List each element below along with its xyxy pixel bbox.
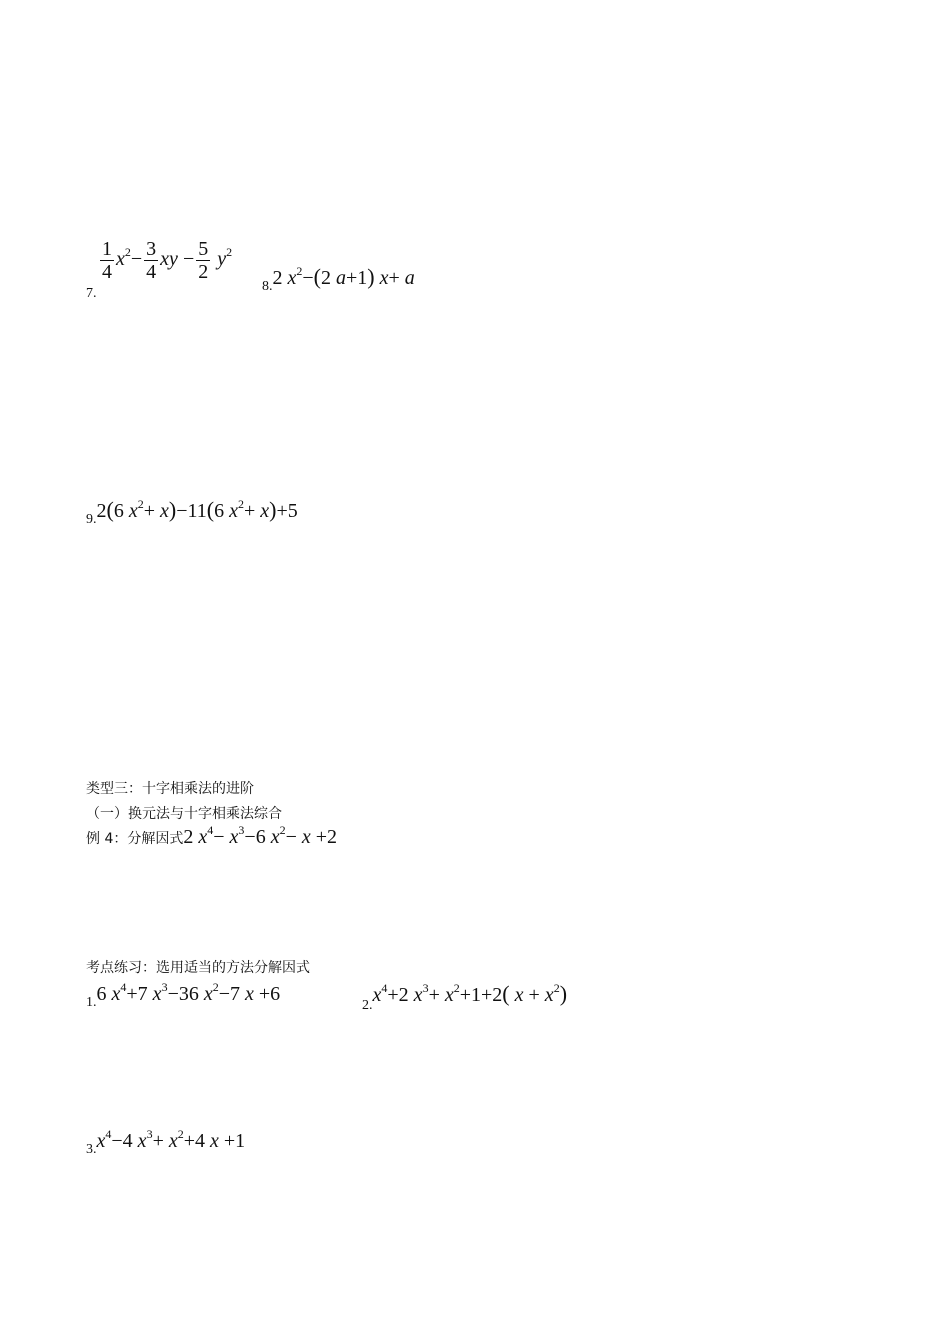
problem-9-expression: 2(6 $x^2+ x)-11(6$ $x^2+ x)+5$: [96, 497, 298, 522]
fraction: $\frac{5}{2}$: [198, 238, 209, 283]
subsection-heading: （一）换元法与十字相乘法综合: [86, 806, 282, 822]
fraction: $\frac{3}{4}$: [146, 238, 157, 283]
practice-3: [86, 1127, 246, 1157]
practice-2-expression: $x^4+2$ $x^3+ x^2+1+2$( $x + x^2$): [372, 981, 568, 1006]
practice-3-expression: $x^4-4$ $x^3+ x^2+4$ x +1: [96, 1127, 246, 1152]
practice-2-label: 2.: [362, 998, 373, 1013]
practice-1-label: 1.: [86, 995, 97, 1010]
practice-1-expression: 6 $x^4+7$ $x^3-36$ $x^2-7$ x +6: [96, 980, 281, 1005]
practice-3-label: 3.: [86, 1142, 97, 1157]
example-4-expression: 2 $x^4- x^3-6$ $x^2- x +2$: [183, 823, 338, 848]
practice-heading: 考点练习：选用适当的方法分解因式: [86, 960, 310, 976]
practice-1: [86, 980, 281, 1010]
section-heading: 类型三：十字相乘法的进阶: [86, 781, 254, 797]
problem-9: [86, 497, 298, 527]
problem-7-label: 7.: [86, 286, 97, 301]
fraction: $\frac{1}{4}$: [102, 238, 112, 283]
practice-2: [362, 981, 568, 1013]
example-4: [86, 823, 338, 849]
problem-9-label: 9.: [86, 512, 97, 527]
problem-8: [262, 264, 415, 294]
problem-8-expression: 2 $x^2-(2$ a+1) x+ a: [272, 264, 415, 289]
problem-8-label: 8.: [262, 279, 273, 294]
problem-7-expression: $\frac{1}{4}$ $x^2-$ $\frac{3}{4}$ xy − $\frac{5}{2}$ $y^2$: [102, 238, 233, 283]
example-4-label: 例 4：分解因式: [86, 831, 184, 847]
